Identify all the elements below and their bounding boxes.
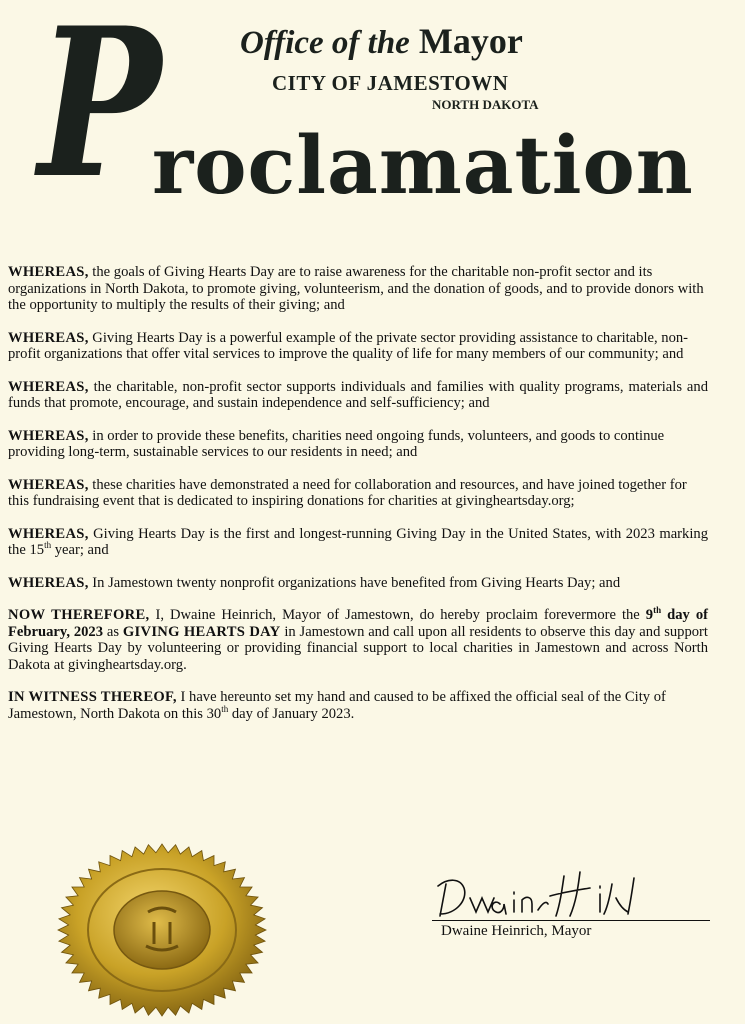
- whereas-keyword: WHEREAS,: [8, 264, 89, 280]
- mayor-signature: [430, 864, 680, 926]
- witness-paragraph: [8, 689, 708, 722]
- seal-inner-disc: [114, 891, 210, 969]
- signature-line: [432, 920, 710, 921]
- whereas-keyword: WHEREAS,: [8, 574, 89, 591]
- paragraph-text: as: [103, 623, 123, 640]
- paragraph-text: the goals of Giving Hearts Day are to raise awareness for the charitable non-profit sector and its organizations in North Dakota, to promote giving, volunteerism, and the donation of goods, and to provide donors with the opportunity to multiply the results of their giving; and: [8, 264, 704, 313]
- whereas-keyword: WHEREAS,: [8, 525, 89, 542]
- office-word: Mayor: [418, 21, 523, 61]
- signatory-name: Dwaine Heinrich, Mayor: [441, 923, 592, 939]
- whereas-paragraph: [8, 477, 708, 510]
- paragraph-text: in Jamestown and call upon all residents to observe this day and support Giving Hearts Day by volunteering or providing financial support to local charities in Jamestown and across North Dakota at givingheartsday.org.: [8, 623, 708, 673]
- whereas-keyword: WHEREAS,: [8, 427, 89, 444]
- ordinal-suffix: th: [44, 540, 52, 551]
- now-therefore-paragraph: [8, 607, 708, 673]
- whereas-paragraph: [8, 379, 708, 412]
- event-name: GIVING HEARTS DAY: [122, 623, 281, 640]
- whereas-keyword: WHEREAS,: [8, 329, 89, 346]
- paragraph-text: In Jamestown twenty nonprofit organizations have benefited from Giving Hearts Day; and: [88, 574, 621, 591]
- paragraph-text: I have hereunto set my hand and caused to be affixed the official seal of the City of Jamestown, North Dakota on this 30: [8, 689, 666, 722]
- paragraph-text: the charitable, non-profit sector supports individuals and families with quality programs, materials and funds that promote, encourage, and sustain independence and self-sufficiency; and: [8, 378, 708, 411]
- state-heading: NORTH DAKOTA: [432, 97, 539, 112]
- witness-keyword: IN WITNESS THEREOF,: [8, 689, 177, 705]
- date-rest: day of February, 2023: [8, 607, 708, 640]
- paragraph-text: in order to provide these benefits, charities need ongoing funds, volunteers, and goods to continue providing long-term, sustainable services to our residents in need; and: [8, 427, 665, 460]
- proclamation-body: [8, 264, 708, 738]
- paragraph-text: these charities have demonstrated a need for collaboration and resources, and have joined together for this fundraising event that is dedicated to inspiring donations for charities at givingheartsday.org;: [8, 476, 687, 509]
- whereas-paragraph: [8, 428, 708, 461]
- day-number: 9: [645, 607, 654, 623]
- paragraph-text-tail: year; and: [51, 542, 109, 558]
- paragraph-text-tail: day of January 2023.: [228, 705, 355, 722]
- whereas-paragraph: [8, 264, 708, 314]
- proclamation-title: roclamation: [152, 118, 694, 212]
- whereas-paragraph: [8, 575, 708, 592]
- office-prefix: Office of the: [240, 25, 410, 61]
- title-initial-letter: P: [38, 0, 162, 224]
- ordinal-suffix: th: [221, 703, 229, 714]
- now-therefore-keyword: NOW THEREFORE,: [8, 607, 150, 623]
- whereas-keyword: WHEREAS,: [8, 378, 89, 395]
- paragraph-text: I, Dwaine Heinrich, Mayor of Jamestown, do hereby proclaim forevermore the: [149, 607, 646, 623]
- whereas-keyword: WHEREAS,: [8, 476, 89, 493]
- city-heading: CITY OF JAMESTOWN: [272, 71, 509, 95]
- paragraph-text: Giving Hearts Day is the first and longest-running Giving Day in the United States, with 2023 marking the 15: [8, 525, 708, 558]
- whereas-paragraph: [8, 330, 708, 363]
- whereas-paragraph: [8, 526, 708, 559]
- office-heading: [240, 20, 523, 62]
- paragraph-text: Giving Hearts Day is a powerful example of the private sector providing assistance to charitable, non-profit organizations that offer vital services to improve the quality of life for many members of our community; and: [8, 329, 689, 362]
- gold-city-seal: [56, 842, 268, 1018]
- ordinal-suffix: th: [653, 605, 662, 616]
